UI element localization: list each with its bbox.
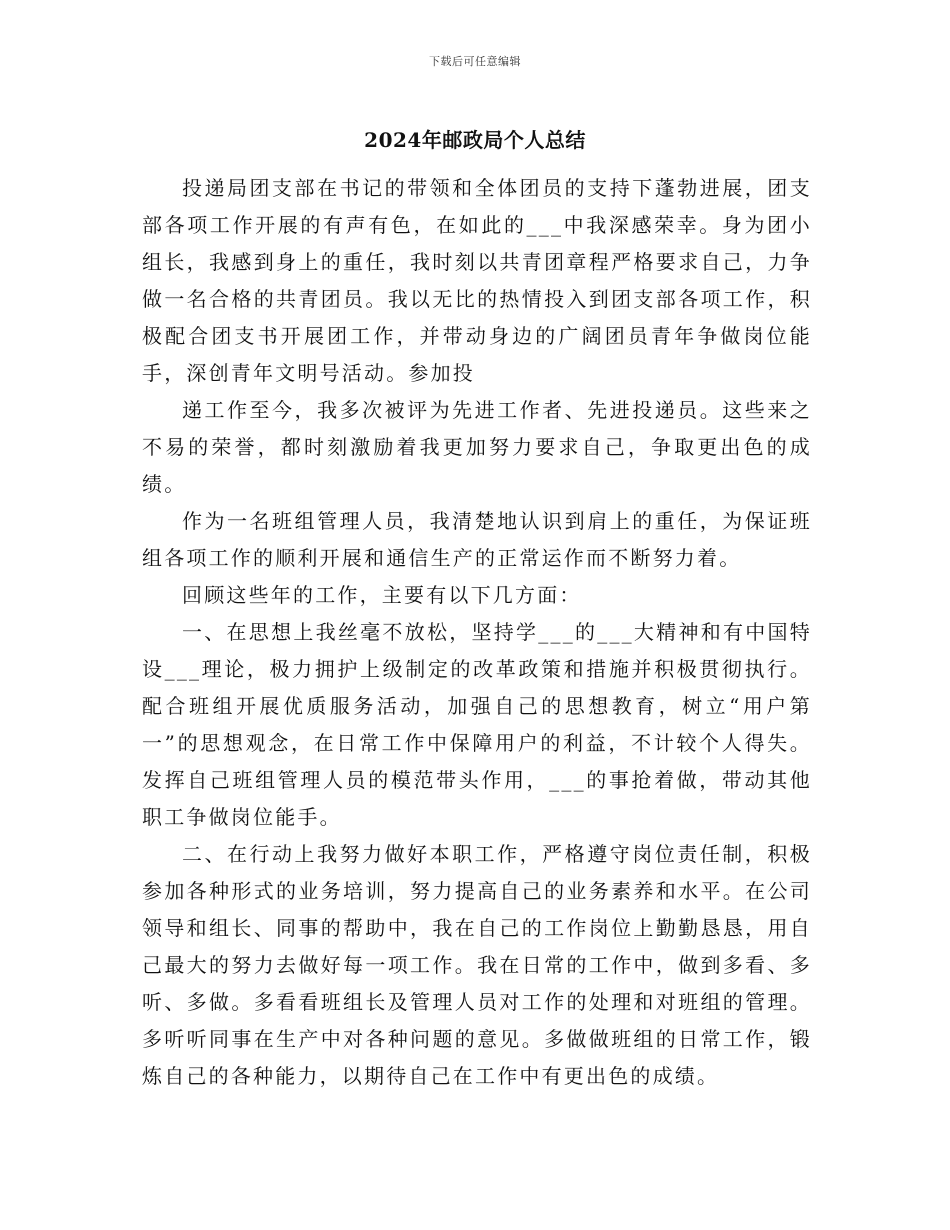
document-title: 2024年邮政局个人总结 [364, 128, 586, 152]
document-body [142, 170, 812, 1095]
paragraph-section-one: 一、在思想上我丝毫不放松，坚持学___的___大精神和有中国特设___理论，极力拥护上级制定的改革政策和措施并积极贯彻执行。配合班组开展优质服务活动，加强自己的思想教育，树立“用户第一”的思想观念，在日常工作中保障用户的利益，不计较个人得失。发挥自己班组管理人员的模范带头作用，___的事抢着做，带动其他职工争做岗位能手。 [142, 620, 812, 829]
paragraph-section-two: 二、在行动上我努力做好本职工作，严格遵守岗位责任制，积极参加各种形式的业务培训，努力提高自己的业务素养和水平。在公司领导和组长、同事的帮助中，我在自己的工作岗位上勤勤恳恳，用自己最大的努力去做好每一项工作。我在日常的工作中，做到多看、多听、多做。多看看班组长及管理人员对工作的处理和对班组的管理。多听听同事在生产中对各种问题的意见。多做做班组的日常工作，锻炼自己的各种能力，以期待自己在工作中有更出色的成绩。 [142, 842, 812, 1088]
paragraph-intro: 投递局团支部在书记的带领和全体团员的支持下蓬勃进展，团支部各项工作开展的有声有色，在如此的___中我深感荣幸。身为团小组长，我感到身上的重任，我时刻以共青团章程严格要求自己，力争做一名合格的共青团员。我以无比的热情投入到团支部各项工作，积极配合团支书开展团工作，并带动身边的广阔团员青年争做岗位能手，深创青年文明号活动。参加投 [142, 176, 812, 385]
header-note: 下载后可任意编辑 [429, 55, 521, 68]
paragraph-honors: 递工作至今，我多次被评为先进工作者、先进投递员。这些来之不易的荣誉，都时刻激励着我更加努力要求自己，争取更出色的成绩。 [142, 398, 812, 496]
paragraph-review: 回顾这些年的工作，主要有以下几方面： [182, 583, 582, 607]
paragraph-role: 作为一名班组管理人员，我清楚地认识到肩上的重任，为保证班组各项工作的顺利开展和通信生产的正常运作而不断努力着。 [142, 509, 812, 570]
